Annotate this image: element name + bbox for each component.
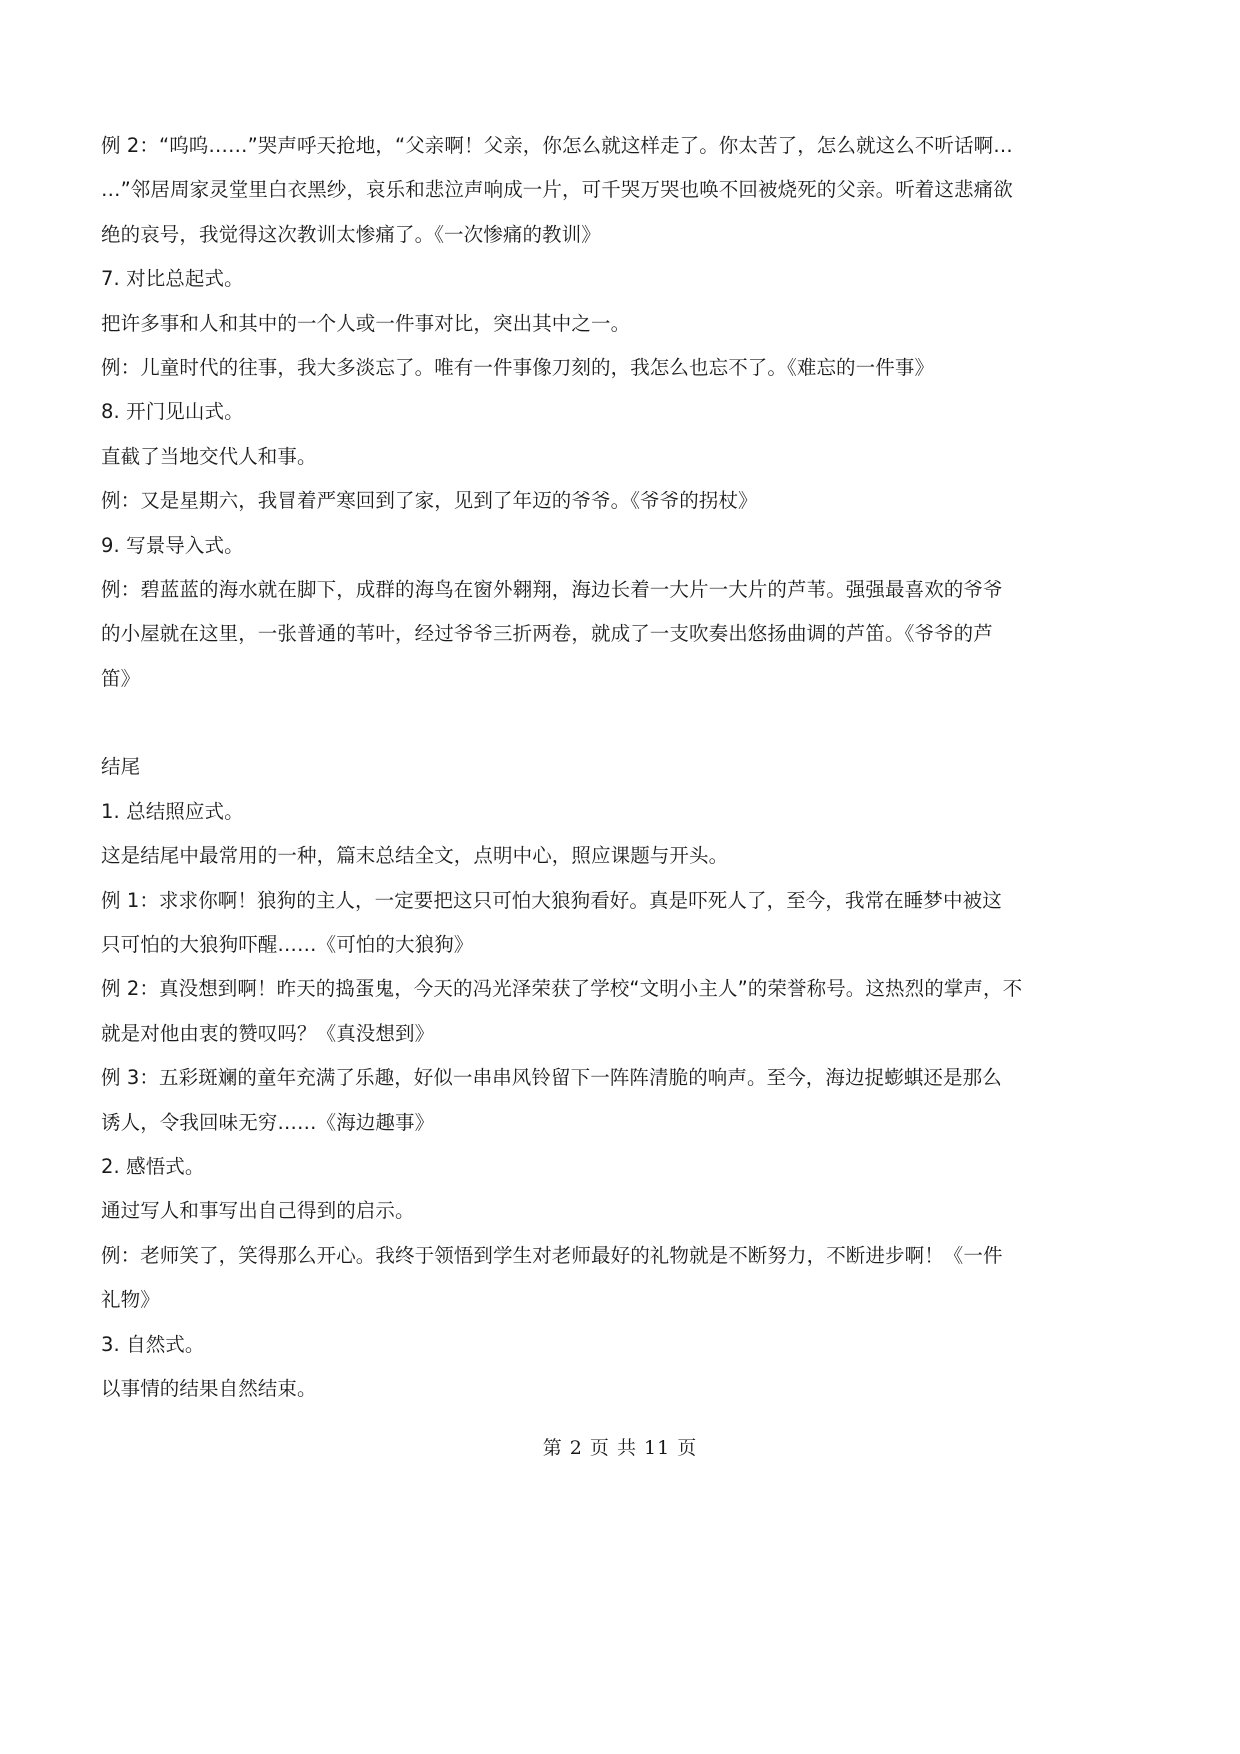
text-line: 例 2：“呜呜……”哭声呼天抢地，“父亲啊！父亲，你怎么就这样走了。你太苦了，怎么就这么不听话啊… [101,134,1013,157]
text-line: 例 3：五彩斑斓的童年充满了乐趣，好似一串串风铃留下一阵阵清脆的响声。至今，海边捉蟛蜞还是那么 [101,1066,1002,1090]
method-7-example: 例：儿童时代的往事，我大多淡忘了。唯有一件事像刀刻的，我怎么也忘不了。《难忘的一件事》 [101,355,935,379]
text-line: 例 2：真没想到啊！昨天的捣蛋鬼，今天的冯光泽荣获了学校“文明小主人”的荣誉称号。这热烈的掌声，不 [101,977,1023,1001]
method-8-description: 直截了当地交代人和事。 [101,444,317,468]
method-9-heading: 9. 写景导入式。 [101,533,244,557]
ending-method-1-example-3 [101,1056,1011,1145]
example-2-paragraph [101,124,1011,257]
text-line: 绝的哀号，我觉得这次教训太惨痛了。《一次惨痛的教训》 [101,222,601,246]
ending-section-title: 结尾 [101,755,141,779]
text-line: 例：碧蓝蓝的海水就在脚下，成群的海鸟在窗外翱翔，海边长着一大片一大片的芦苇。强强最喜欢的爷爷 [101,577,1003,601]
method-8-heading: 8. 开门见山式。 [101,400,244,424]
document-body [101,124,1023,1411]
ending-method-1-example-2 [101,967,1023,1056]
text-line: 礼物》 [101,1288,160,1312]
ending-method-1-description: 这是结尾中最常用的一种，篇末总结全文，点明中心，照应课题与开头。 [101,844,729,868]
method-8-example: 例：又是星期六，我冒着严寒回到了家，见到了年迈的爷爷。《爷爷的拐杖》 [101,489,758,513]
text-line: 例 1：求求你啊！狼狗的主人，一定要把这只可怕大狼狗看好。真是吓死人了，至今，我常在睡梦中被这 [101,888,1002,912]
text-line: 笛》 [101,666,141,690]
ending-method-1-example-1 [101,879,1011,968]
text-line: 的小屋就在这里，一张普通的苇叶，经过爷爷三折两卷，就成了一支吹奏出悠扬曲调的芦笛。《爷爷的芦 [101,622,993,646]
ending-method-2-heading: 2. 感悟式。 [101,1154,205,1178]
text-line: 诱人，令我回味无穷……《海边趣事》 [101,1110,435,1134]
ending-method-2-example [101,1234,1011,1323]
text-line: …”邻居周家灵堂里白衣黑纱，哀乐和悲泣声响成一片，可千哭万哭也唤不回被烧死的父亲。听着这悲痛欲 [101,178,1013,202]
method-7-description: 把许多事和人和其中的一个人或一件事对比，突出其中之一。 [101,311,631,335]
page-number-footer: 第 2 页 共 11 页 [542,1437,698,1459]
section-spacer [101,701,1011,745]
ending-method-3-description: 以事情的结果自然结束。 [101,1376,317,1400]
ending-method-3-heading: 3. 自然式。 [101,1332,205,1356]
text-line: 就是对他由衷的赞叹吗？《真没想到》 [101,1021,435,1045]
ending-method-2-description: 通过写人和事写出自己得到的启示。 [101,1199,415,1223]
method-7-heading: 7. 对比总起式。 [101,267,244,291]
text-line: 只可怕的大狼狗吓醒……《可怕的大狼狗》 [101,933,474,957]
text-line: 例：老师笑了，笑得那么开心。我终于领悟到学生对老师最好的礼物就是不断努力，不断进步啊！《一件 [101,1243,1003,1267]
method-9-example [101,568,1011,701]
ending-method-1-heading: 1. 总结照应式。 [101,799,244,823]
